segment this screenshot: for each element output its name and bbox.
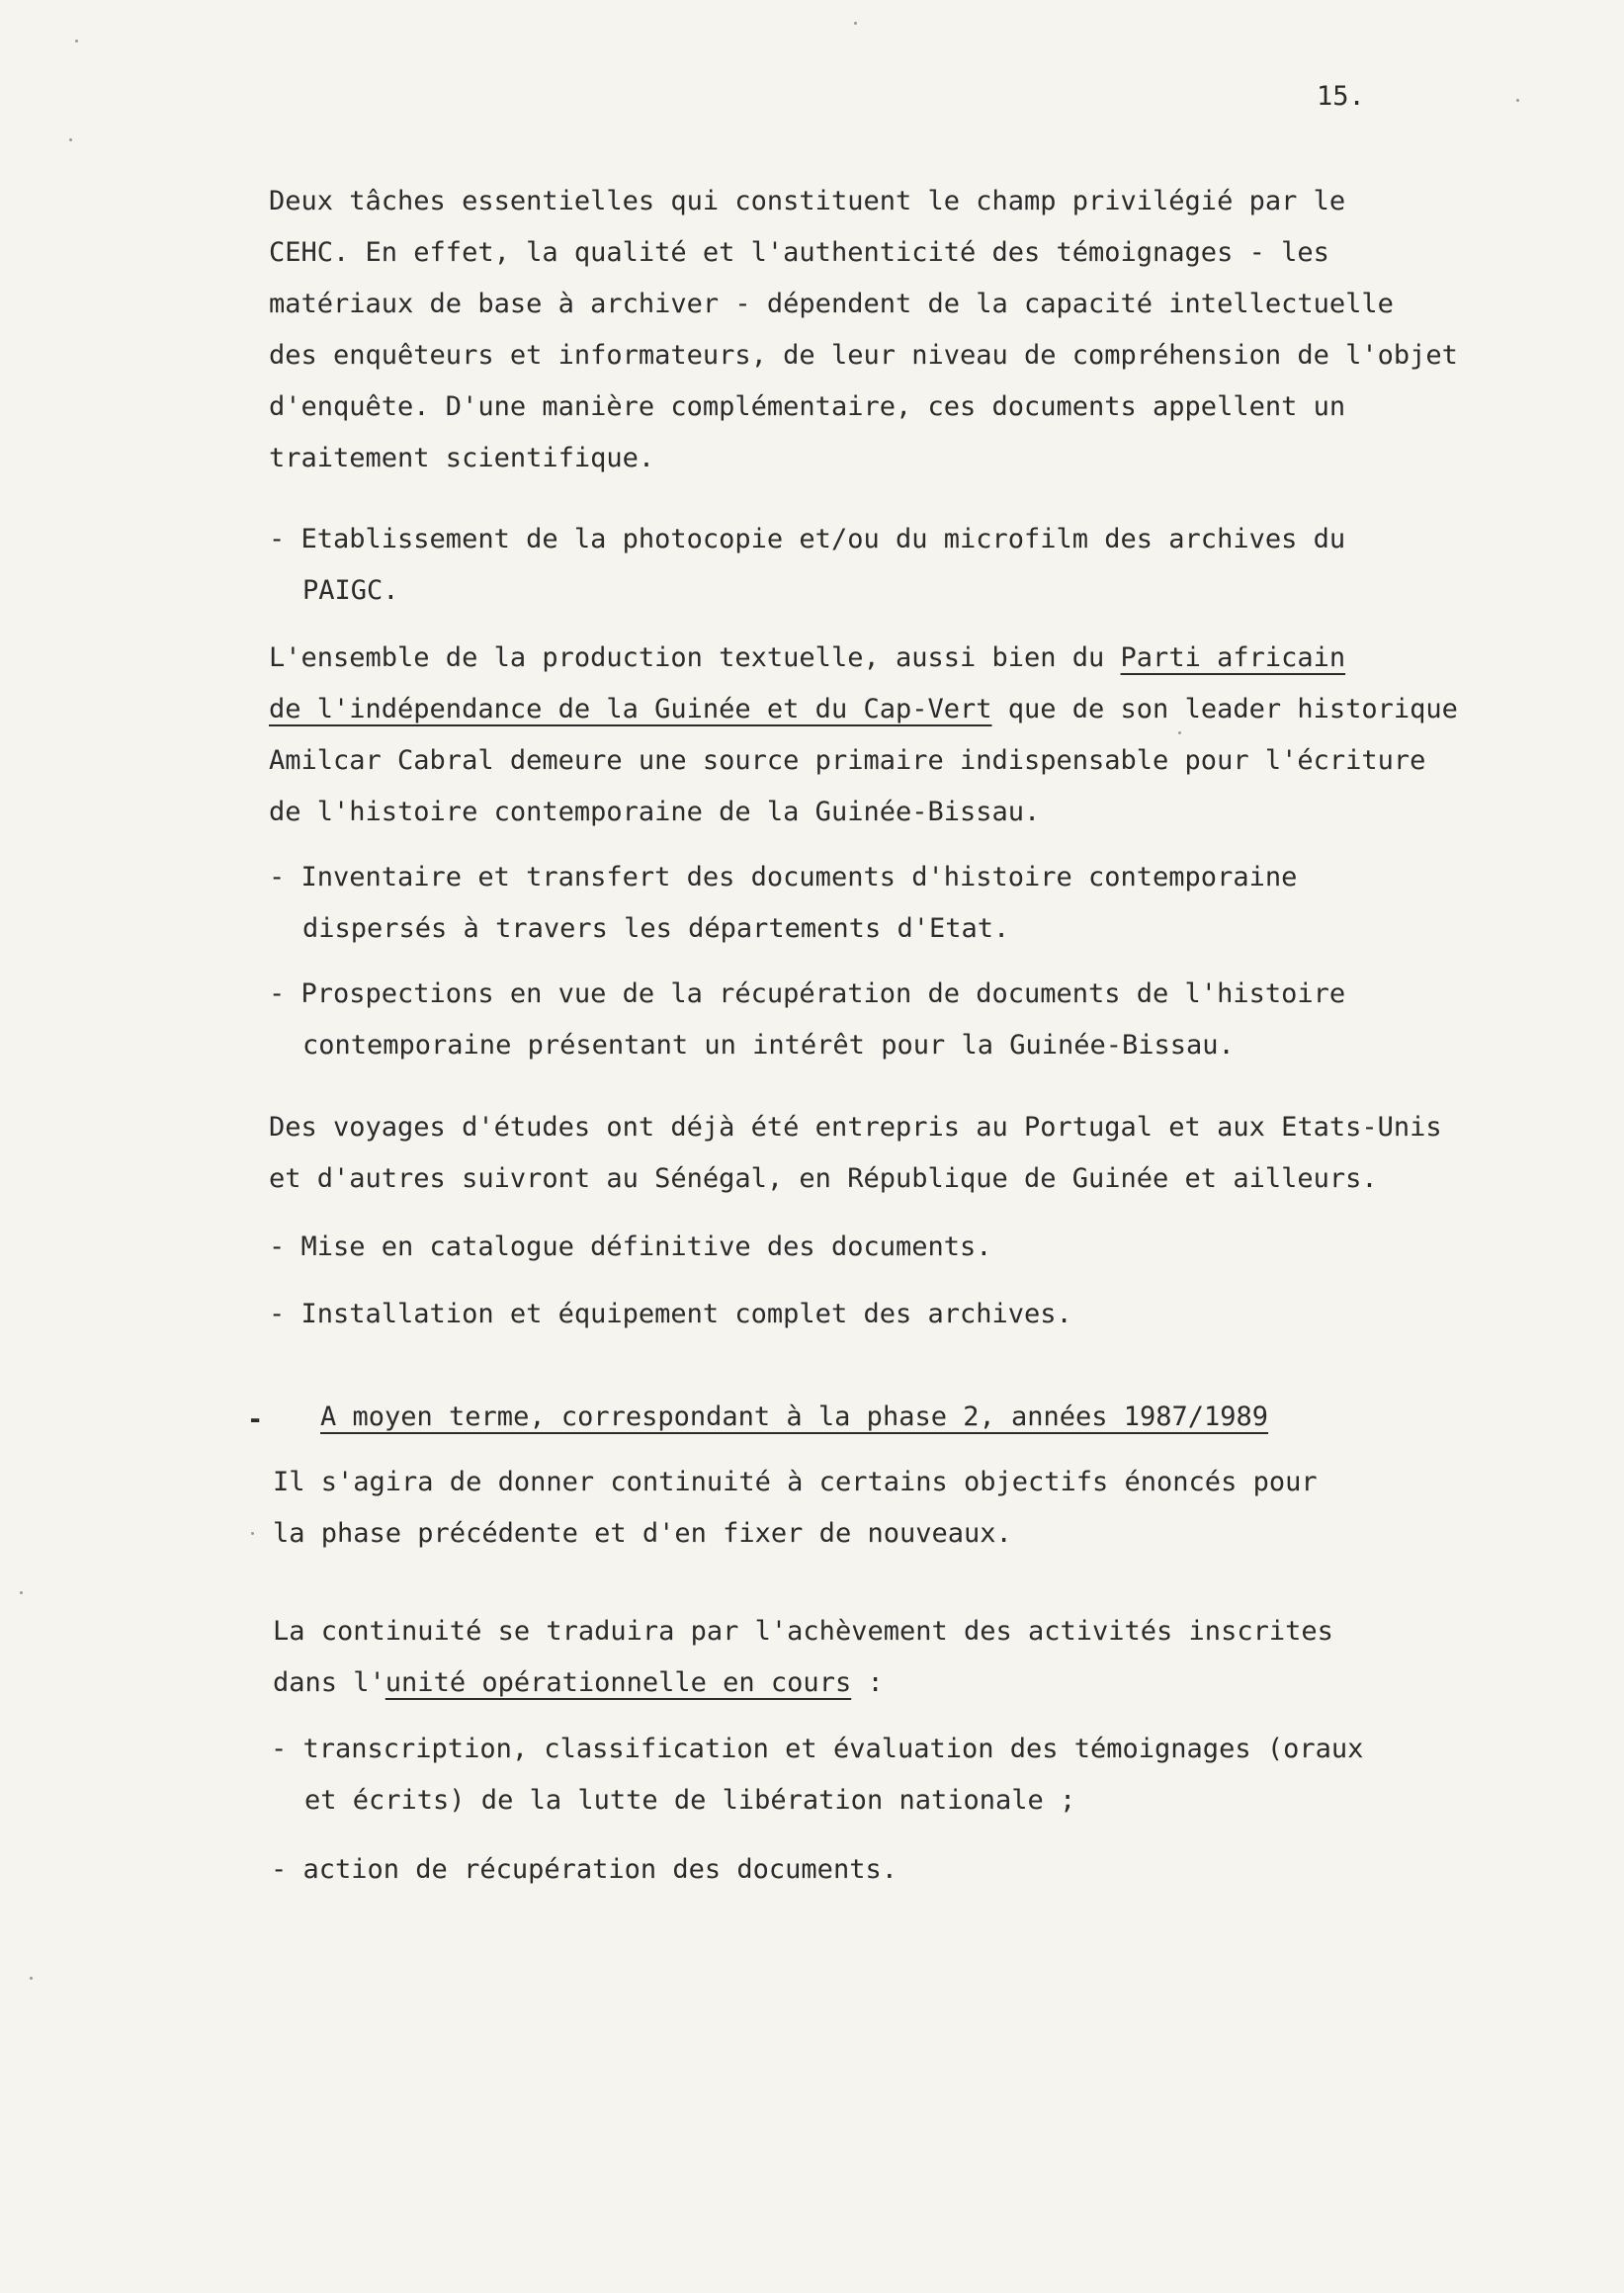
list-item-line: et écrits) de la lutte de libération nationale ; (304, 1785, 1076, 1816)
section-heading-text: A moyen terme, correspondant à la phase 2, années 1987/1989 (320, 1401, 1269, 1432)
list-item-line: - action de récupération des documents. (271, 1854, 897, 1885)
scan-speck (1516, 99, 1519, 102)
section-heading-phase-2 (320, 1392, 1605, 1443)
scan-speck (69, 138, 72, 141)
paragraph-line: CEHC. En effet, la qualité et l'authenticité des témoignages - les (269, 237, 1329, 268)
scan-speck (1178, 731, 1181, 734)
heading-dash: - (247, 1404, 264, 1435)
scan-speck (251, 1532, 254, 1535)
text-run: L'ensemble de la production textuelle, aussi bien du (269, 642, 1121, 673)
paragraph-line (269, 684, 1554, 735)
list-item-transcription (271, 1724, 1556, 1826)
list-item-line: PAIGC. (302, 575, 399, 606)
underlined-title: de l'indépendance de la Guinée et du Cap-Vert (269, 694, 992, 724)
list-item-catalogue (269, 1222, 1554, 1273)
paragraph-line: de l'histoire contemporaine de la Guinée-Bissau. (269, 797, 1041, 827)
list-item-line: - transcription, classification et évaluation des témoignages (oraux (271, 1734, 1364, 1764)
page-number: 15. (1317, 81, 1365, 112)
paragraph-continuite-activites (273, 1606, 1558, 1709)
paragraph-line: Il s'agira de donner continuité à certains objectifs énoncés pour (273, 1467, 1318, 1497)
list-item-line: contemporaine présentant un intérêt pour la Guinée-Bissau. (302, 1030, 1235, 1061)
paragraph-line: Des voyages d'études ont déjà été entrepris au Portugal et aux Etats-Unis (269, 1112, 1442, 1143)
list-item-prospections (269, 969, 1554, 1071)
paragraph-line (273, 1657, 1558, 1709)
paragraph-line: matériaux de base à archiver - dépendent de la capacité intellectuelle (269, 289, 1394, 319)
list-item-line: - Prospections en vue de la récupération de documents de l'histoire (269, 978, 1346, 1009)
list-item-recuperation (271, 1844, 1556, 1896)
paragraph-paigc (269, 633, 1554, 838)
paragraph-line: d'enquête. D'une manière complémentaire, ces documents appellent un (269, 391, 1346, 422)
list-item-line: - Inventaire et transfert des documents d'histoire contemporaine (269, 862, 1298, 892)
paragraph-line: la phase précédente et d'en fixer de nouveaux. (273, 1518, 1012, 1549)
underlined-term: unité opérationnelle en cours (385, 1667, 852, 1698)
list-item-line: - Etablissement de la photocopie et/ou du microfilm des archives du (269, 524, 1346, 554)
scan-speck (20, 1591, 23, 1594)
list-item-line: - Installation et équipement complet des archives. (269, 1299, 1072, 1329)
paragraph-line: des enquêteurs et informateurs, de leur niveau de compréhension de l'objet (269, 340, 1458, 371)
scan-speck (75, 40, 78, 42)
paragraph-line: Amilcar Cabral demeure une source primaire indispensable pour l'écriture (269, 745, 1426, 776)
paragraph-voyages (269, 1102, 1554, 1205)
text-run: : (851, 1667, 884, 1698)
scan-speck (30, 1977, 33, 1980)
list-item-photocopie (269, 514, 1554, 617)
text-run: dans l' (273, 1667, 385, 1698)
paragraph-line: Deux tâches essentielles qui constituent le champ privilégié par le (269, 186, 1346, 216)
list-item-inventaire (269, 852, 1554, 955)
underlined-title: Parti africain (1120, 642, 1346, 673)
list-item-line: dispersés à travers les départements d'Etat. (302, 913, 1010, 944)
paragraph-line: et d'autres suivront au Sénégal, en République de Guinée et ailleurs. (269, 1163, 1378, 1194)
paragraph-line: traitement scientifique. (269, 443, 655, 473)
paragraph-line (269, 633, 1554, 684)
paragraph-intro (269, 176, 1554, 484)
paragraph-line: La continuité se traduira par l'achèvement des activités inscrites (273, 1616, 1333, 1647)
paragraph-continuite-objectifs (273, 1457, 1558, 1560)
list-item-installation (269, 1289, 1554, 1340)
scan-speck (854, 22, 857, 25)
list-item-line: - Mise en catalogue définitive des documents. (269, 1231, 992, 1262)
text-run: que de son leader historique (991, 694, 1458, 724)
